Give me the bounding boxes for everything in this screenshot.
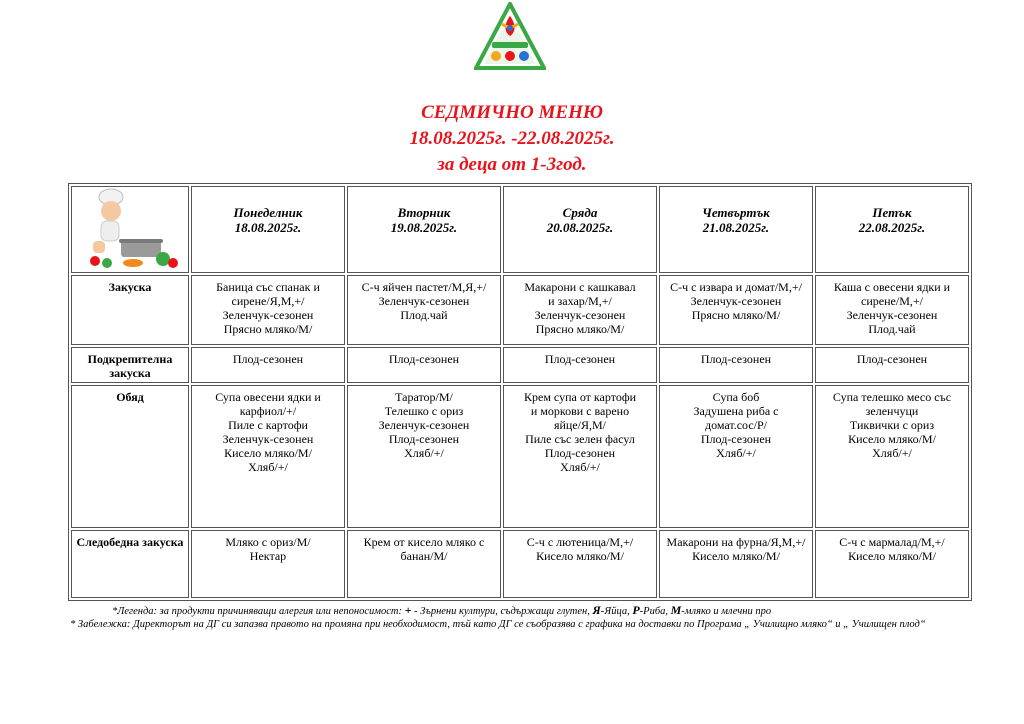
meal-item-line: Кисело мляко/М/ [848, 548, 936, 563]
meal-item-line: Супа телешко месо със [832, 390, 952, 405]
meal-item-line: Хляб/+/ [716, 446, 756, 461]
meal-item-line: Супа овесени ядки и [215, 390, 321, 405]
legend-fish-text: -Риба, [639, 606, 671, 617]
meal-item-line: Каша с овесени ядки и [833, 280, 951, 295]
meal-item-line: Тиквички с ориз [849, 418, 935, 433]
menu-audience: за деца от 1-3год. [437, 154, 587, 175]
meal-cell [347, 530, 501, 598]
day-date: 19.08.2025г. [390, 220, 458, 235]
meal-item-line: Зеленчук-сезонен [534, 308, 626, 323]
meal-item-line: Баница със спанак и [216, 280, 320, 295]
meal-item-line: С-ч с лютеница/М,+/ [526, 534, 634, 549]
day-date: 22.08.2025г. [858, 220, 926, 235]
meal-item-line: Задушена риба с [693, 404, 779, 419]
meal-item-line: Плод-сезонен [700, 352, 772, 367]
meal-item-line: Плод-сезонен [388, 432, 460, 447]
meal-item-line: Зеленчук-сезонен [846, 308, 938, 323]
meal-item-line: Плод-сезонен [544, 446, 616, 461]
meal-item-line: Плод-сезонен [388, 352, 460, 367]
meal-cell [503, 275, 657, 345]
meal-cell [191, 275, 345, 345]
meal-item-line: сирене/Я,М,+/ [231, 294, 305, 309]
day-header-wednesday [503, 186, 657, 273]
meal-item-line: Хляб/+/ [248, 460, 288, 475]
meal-item-line: Нектар [249, 548, 287, 563]
legend-plus-text: - Зърнени култури, съдържащи глутен, [411, 606, 593, 617]
kindergarten-logo [474, 2, 546, 70]
day-name: Сряда [562, 205, 598, 220]
meal-item-line: Зеленчук-сезонен [378, 418, 470, 433]
day-name: Петък [872, 205, 912, 220]
day-date: 18.08.2025г. [234, 220, 302, 235]
meal-cell [347, 347, 501, 383]
meal-cell [815, 347, 969, 383]
meal-item-line: Плод-сезонен [544, 352, 616, 367]
meal-cell [815, 275, 969, 345]
meal-cell [503, 385, 657, 527]
legend-fish-symbol: Р [632, 603, 640, 617]
meal-row-breakfast [71, 275, 969, 345]
meal-label: Обяд [71, 385, 189, 527]
legend-milk-text: -мляко и млечни про [681, 606, 772, 617]
meal-item-line: Прясно мляко/М/ [691, 308, 781, 323]
meal-label: Подкрепителна закуска [71, 347, 189, 383]
meal-row-afternoon-snack [71, 530, 969, 598]
legend-prefix: Легенда: за продукти причиняващи алергия или непоносимост [117, 606, 399, 617]
meal-item-line: Кисело мляко/М/ [536, 548, 624, 563]
meal-item-line: Плод-сезонен [232, 352, 304, 367]
meal-item-line: Плод.чай [400, 308, 448, 323]
day-header-friday [815, 186, 969, 273]
meal-item-line: Хляб/+/ [560, 460, 600, 475]
meal-label: Закуска [71, 275, 189, 345]
chef-picture-cell [71, 186, 189, 273]
meal-item-line: Плод-сезонен [700, 432, 772, 447]
meal-cell [347, 275, 501, 345]
director-note: * Забележка: Директорът на ДГ си запазва правото на промяна при необходимост, тъй като ДГ се съобразява с графика на доставки по Програма „ Училищно мляко“ и „ Училищен плод“ [70, 619, 926, 630]
meal-cell [659, 385, 813, 527]
allergen-legend: *Легенда: за продукти причиняващи алергия или непоносимост: + - Зърнени култури, съдържащи глутен, Я-Яйца, Р-Риба, М-мляко и млечни про [112, 603, 772, 617]
legend-milk-symbol: М [670, 603, 682, 617]
meal-cell [191, 530, 345, 598]
meal-cell [347, 385, 501, 527]
baby-chef-picture [75, 187, 185, 269]
meal-cell [191, 347, 345, 383]
meal-cell [815, 530, 969, 598]
meal-cell [503, 347, 657, 383]
day-header-thursday [659, 186, 813, 273]
meal-item-line: Зеленчук-сезонен [690, 294, 782, 309]
meal-cell [815, 385, 969, 527]
meal-item-line: зеленчуци [865, 404, 919, 419]
meal-cell [659, 347, 813, 383]
meal-item-line: и моркови с варено [530, 404, 630, 419]
meal-item-line: Кисело мляко/М/ [848, 432, 936, 447]
meal-item-line: Кисело мляко/М/ [224, 446, 312, 461]
day-date: 20.08.2025г. [546, 220, 614, 235]
meal-item-line: Прясно мляко/М/ [535, 322, 625, 337]
days-header-row [71, 186, 969, 273]
menu-title: СЕДМИЧНО МЕНЮ [421, 102, 603, 123]
meal-item-line: Супа боб [712, 390, 760, 405]
legend-plus-symbol: + [404, 603, 412, 617]
meal-item-line: С-ч с извара и домат/М,+/ [670, 280, 802, 295]
meal-item-line: Прясно мляко/М/ [223, 322, 313, 337]
meal-item-line: Макарони на фурна/Я,М,+/ [666, 534, 806, 549]
meal-item-line: Зеленчук-сезонен [222, 308, 314, 323]
day-header-tuesday [347, 186, 501, 273]
meal-item-line: Телешко с ориз [384, 404, 464, 419]
meal-item-line: Мляко с ориз/М/ [225, 534, 311, 549]
meal-cell [191, 385, 345, 527]
meal-item-line: банан/М/ [400, 548, 448, 563]
meal-item-line: Пиле с картофи [228, 418, 308, 433]
meal-item-line: Плод-сезонен [856, 352, 928, 367]
day-name: Вторник [397, 205, 451, 220]
day-name: Четвъртък [702, 205, 770, 220]
meal-item-line: Кисело мляко/М/ [692, 548, 780, 563]
menu-period: 18.08.2025г. -22.08.2025г. [409, 128, 615, 149]
meal-cell [659, 530, 813, 598]
meal-item-line: С-ч яйчен пастет/М,Я,+/ [361, 280, 487, 295]
meal-item-line: яйце/Я,М/ [553, 418, 607, 433]
meal-row-snack [71, 347, 969, 383]
meal-item-line: Пиле със зелен фасул [525, 432, 635, 447]
meal-item-line: карфиол/+/ [239, 404, 297, 419]
legend-egg-text: -Яйца, [600, 606, 633, 617]
meal-item-line: домат.сос/Р/ [704, 418, 768, 433]
meal-cell [503, 530, 657, 598]
meal-item-line: С-ч с мармалад/М,+/ [839, 534, 945, 549]
meal-item-line: и захар/М,+/ [548, 294, 612, 309]
meal-item-line: Зеленчук-сезонен [222, 432, 314, 447]
meal-item-line: Макарони с кашкавал [524, 280, 636, 295]
day-date: 21.08.2025г. [702, 220, 770, 235]
meal-cell [659, 275, 813, 345]
meal-item-line: Плод.чай [868, 322, 916, 337]
day-header-monday [191, 186, 345, 273]
meal-label: Следобедна закуска [71, 530, 189, 598]
meal-item-line: Хляб/+/ [872, 446, 912, 461]
meal-row-lunch [71, 385, 969, 527]
meal-item-line: Зеленчук-сезонен [378, 294, 470, 309]
meal-item-line: Крем супа от картофи [523, 390, 637, 405]
day-name: Понеделник [233, 205, 303, 220]
legend-egg-symbol: Я [592, 603, 601, 617]
meal-item-line: Таратор/М/ [395, 390, 453, 405]
menu-table [68, 183, 972, 601]
meal-item-line: Хляб/+/ [404, 446, 444, 461]
meal-item-line: Крем от кисело мляко с [363, 534, 485, 549]
meal-item-line: сирене/М,+/ [861, 294, 923, 309]
